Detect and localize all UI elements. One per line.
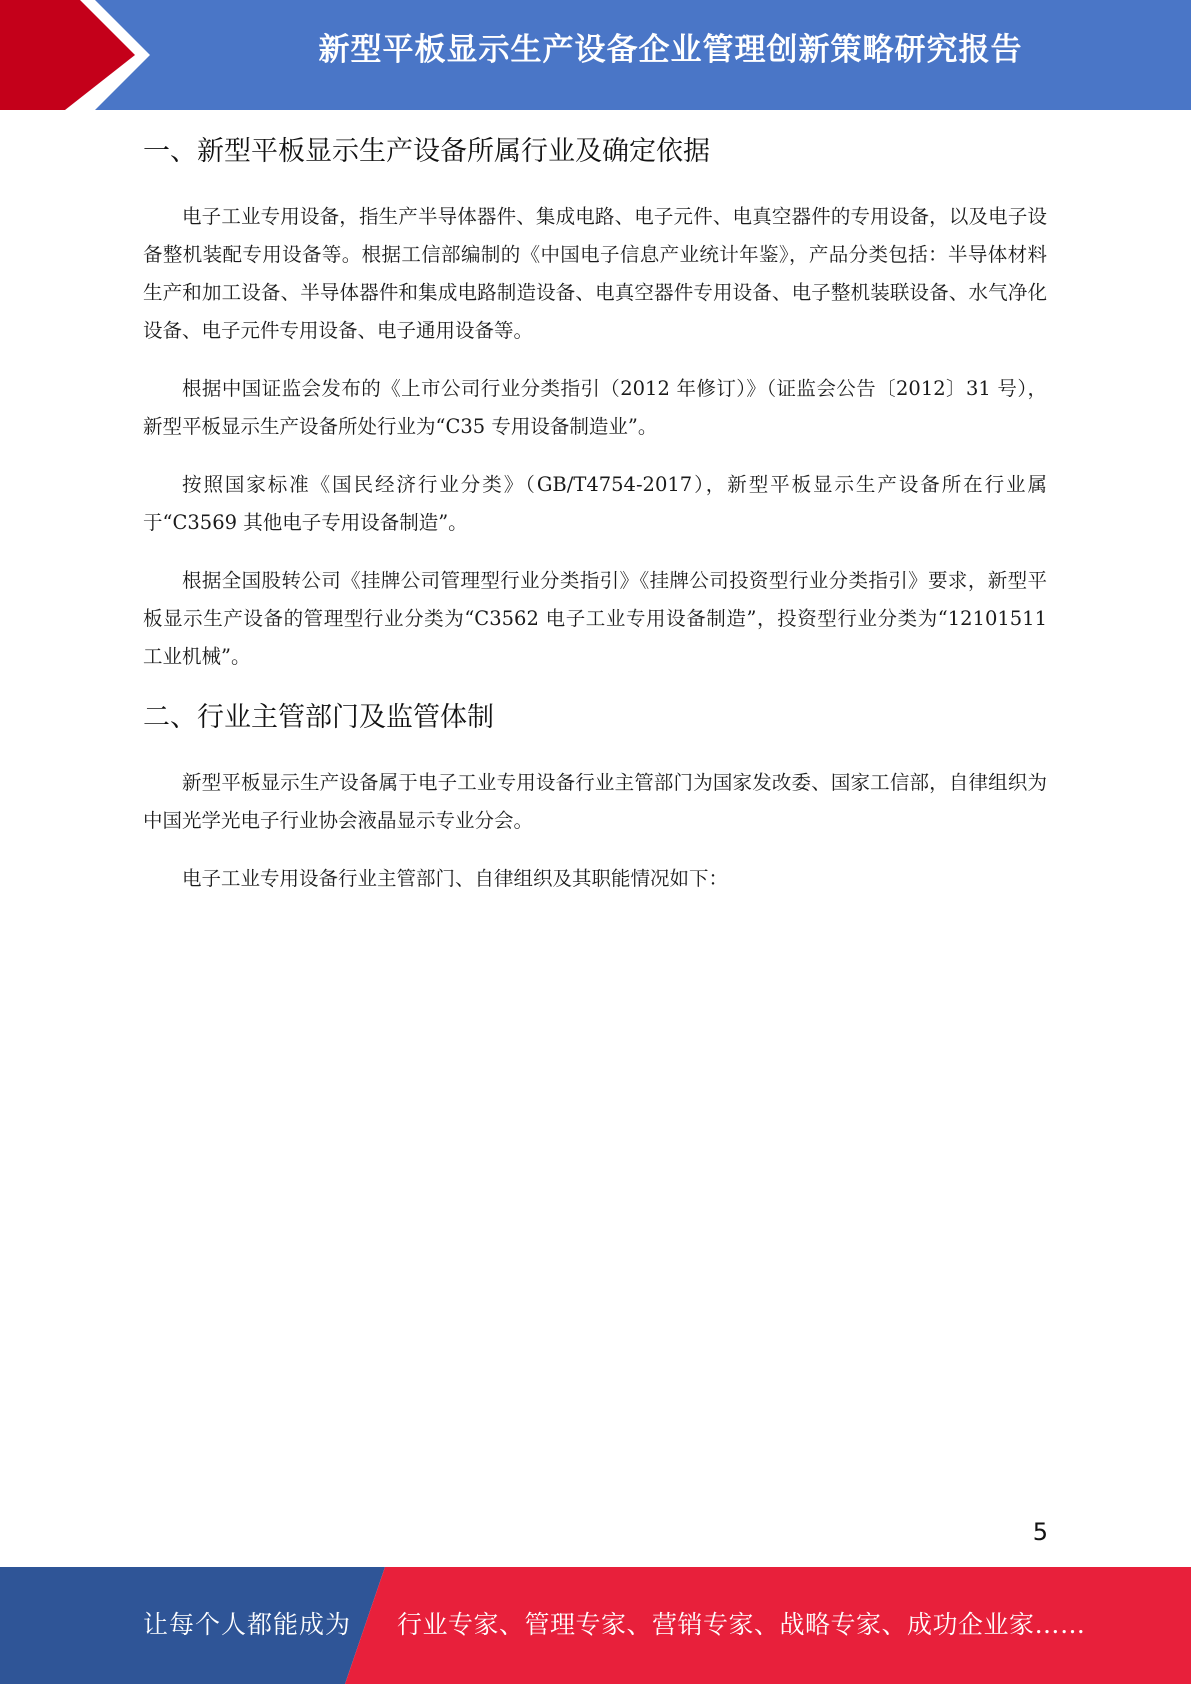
section-heading-1: 一、新型平板显示生产设备所属行业及确定依据 <box>143 136 710 167</box>
footer-banner <box>0 1567 1191 1684</box>
header-red-chevron <box>0 0 135 110</box>
document-title: 新型平板显示生产设备企业管理创新策略研究报告 <box>318 32 1023 68</box>
paragraph: 电子工业专用设备行业主管部门、自律组织及其职能情况如下： <box>182 867 729 890</box>
page-number: 5 <box>1032 1518 1048 1546</box>
footer-slogan-left: 让每个人都能成为 <box>143 1610 352 1639</box>
document-body <box>143 130 1047 918</box>
footer-slogan-right: 行业专家、管理专家、营销专家、战略专家、成功企业家…… <box>397 1610 1086 1639</box>
paragraph: 电子工业专用设备，指生产半导体器件、集成电路、电子元件、电真空器件的专用设备，以及电子设备整机装配专用设备等。根据工信部编制的《中国电子信息产业统计年鉴》，产品分类包括：半导体材料生产和加工设备、半导体器件和集成电路制造设备、电真空器件专用设备、电子整机装联设备、水气净化设备、电子元件专用设备、电子通用设备等。 <box>143 205 1047 342</box>
header-arrow-decoration <box>0 0 160 110</box>
paragraph: 根据中国证监会发布的《上市公司行业分类指引（2012 年修订）》（证监会公告〔2012〕31 号），新型平板显示生产设备所处行业为“C35 专用设备制造业”。 <box>143 377 1047 438</box>
section-heading-2: 二、行业主管部门及监管体制 <box>143 702 494 733</box>
paragraph: 新型平板显示生产设备属于电子工业专用设备行业主管部门为国家发改委、国家工信部，自律组织为中国光学光电子行业协会液晶显示专业分会。 <box>143 771 1047 832</box>
header-banner <box>0 0 1191 110</box>
paragraph: 按照国家标准《国民经济行业分类》（GB/T4754-2017），新型平板显示生产设备所在行业属于“C3569 其他电子专用设备制造”。 <box>143 473 1047 534</box>
paragraph: 根据全国股转公司《挂牌公司管理型行业分类指引》《挂牌公司投资型行业分类指引》要求，新型平板显示生产设备的管理型行业分类为“C3562 电子工业专用设备制造”，投资型行业分类为“12101511 工业机械”。 <box>143 569 1047 668</box>
